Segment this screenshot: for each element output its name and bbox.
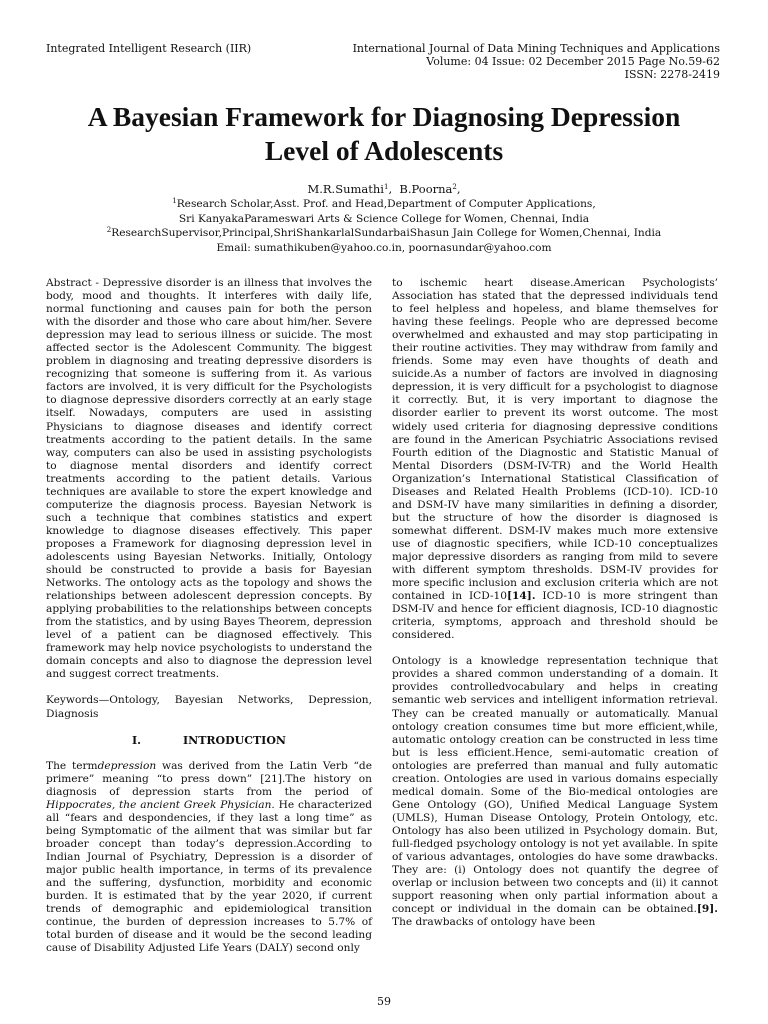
affiliation-2-sup: 2 [106,226,112,234]
email-line: Email: sumathikuben@yahoo.co.in, poornasundar@yahoo.com [216,241,552,254]
author-2-sup: 2 [452,183,457,191]
journal-name: International Journal of Data Mining Techniques and Applications [352,42,720,55]
left-column [46,277,372,955]
citation-9: [9]. [696,903,718,916]
page-number: 59 [377,995,391,1008]
citation-14: [14]. [507,590,536,603]
affiliation-2 [40,226,728,241]
intro-text-1: The term [46,759,98,772]
right-p2-text-2: The drawbacks of ontology have been [392,916,596,929]
title-line-2: Level of Adolescents [264,135,504,166]
right-p1-text-2: ICD-10 is more stringent than DSM-IV and hence for efficient diagnosis, ICD-10 diagnostic criteria, symptoms, approach and threshold should be considered. [392,590,718,642]
affiliation-1 [40,197,728,212]
author-2: B.Poorna [399,182,453,196]
right-paragraph-2 [392,655,718,929]
paper-title [40,100,728,168]
affiliation-1-line-2: Sri KanyakaParameswari Arts & Science College for Women, Chennai, India [178,212,590,225]
affiliation-1-line-1: Research Scholar,Asst. Prof. and Head,Department of Computer Applications, [176,198,596,210]
section-number: I. [132,733,141,747]
right-paragraph-1 [392,277,718,642]
affiliation-2-line: ResearchSupervisor,Principal,ShriShankarlalSundarbaiShasun Jain College for Women,Chennai, India [111,227,662,239]
author-1-sup: 1 [383,183,389,191]
author-separator: , [388,182,400,196]
intro-term-depression: depression [97,759,157,772]
author-1: M.R.Sumathi [307,182,384,196]
right-p1-text-1: to ischemic heart disease.American Psychologists’ Association has stated that the depressed individuals tend to feel helpless and hopeless, and blame themselves for having these feelings. People who are depressed become overwhelmed and exhausted and may stop participating in their routine activities. They may withdraw from family and friends. Some may even have thoughts of death and suicide.As a number of factors are involved in diagnosing depression, it is very difficult for a psychologist to diagnose it correctly. But, it is very important to diagnose the disorder earlier to prevent its worst outcome. The most widely used criteria for diagnosing depressive conditions are found in the American Psychiatric Associations revised Fourth edition of the Diagnostic and Statistic Manual of Mental Disorders (DSM-IV-TR) and the World Health Organization’s International Statistical Classification of Diseases and Related Health Problems (ICD-10). ICD-10 and DSM-IV have many similarities in defining a disorder, but the structure of how the disorder is diagnosed is somewhat different. DSM-IV makes much more extensive use of diagnostic specifiers, while ICD-10 conceptualizes major depressive disorders as ranging from mild to severe with different symptom thresholds. DSM-IV provides for more specific inclusion and exclusion criteria which are not contained in ICD-10 [392,277,718,603]
intro-text-3: He characterized all “fears and despondencies, if they last a long time” as being Symptomatic of the ailment that was similar but far broader concept than today’s depression.According to Indian Journal of Psychiatry, Depression is a disorder of major public health importance, in terms of its prevalence and the suffering, dysfunction, morbidity and economic burden. It is estimated that by the year 2020, if current trends of demographic and epidemiological transition continue, the burden of depression increases to 5.7% of total burden of disease and it would be the second leading cause of Disability Adjusted Life Years (DALY) second only [46,798,372,955]
intro-paragraph [46,760,372,956]
abstract: Abstract - Depressive disorder is an illness that involves the body, mood and thoughts. It interferes with daily life, normal functioning and causes pain for both the person with the disorder and those who care about him/her. Severe depression may lead to serious illness or suicide. The most affected sector is the Adolescent Community. The biggest problem in diagnosing and treating depressive disorders is recognizing that someone is suffering from it. As various factors are involved, it is very difficult for the Psychologists to diagnose depressive disorders correctly at an early stage itself. Nowadays, computers are used in assisting Physicians to diagnose diseases and identify correct treatments according to the patient details. In the same way, computers can also be used in assisting psychologists to diagnose mental disorders and identify correct treatments according to the patient details. Various techniques are available to store the expert knowledge and computerize the diagnosis process. Bayesian Network is such a technique that combines statistics and expert knowledge to diagnose diseases effectively. This paper proposes a Framework for diagnosing depression level in adolescents using Bayesian Networks. Initially, Ontology should be constructed to provide a basis for Bayesian Networks. The ontology acts as the topology and shows the relationships between adolescent depression concepts. By applying probabilities to the relationships between concepts from the statistics, and by using Bayes Theorem, depression level of a patient can be diagnosed effectively. This framework may help novice psychologists to understand the domain concepts and also to diagnose the depression level and suggest correct treatments. [46,277,372,681]
section-title: INTRODUCTION [183,733,286,747]
intro-hippocrates: Hippocrates, the ancient Greek Physician. [46,798,275,811]
author-tail: , [456,182,461,196]
affiliation-1-sup: 1 [172,197,177,205]
journal-header-left: Integrated Intelligent Research (IIR) [46,42,252,55]
intro-text-2: was derived from the Latin Verb “de primere” meaning “to press down” [21].The history on diagnosis of depression starts from the period of [46,759,372,798]
section-heading-introduction [46,734,372,747]
journal-header-right [353,42,720,81]
right-column [392,277,718,929]
keywords: Keywords—Ontology, Bayesian Networks, Depression, Diagnosis [46,694,372,720]
author-block [40,181,728,255]
volume-issue: Volume: 04 Issue: 02 December 2015 Page No.59-62 [426,55,720,68]
right-p2-text-1: Ontology is a knowledge representation technique that provides a shared common understanding of a domain. It provides controlledvocabulary and helps in creating semantic web services and intelligent information retrieval. They can be created manually or automatically. Manual ontology creation consumes time but more efficient,while, automatic ontology creation can be constructed in less time but is less efficient.Hence, semi-automatic creation of ontologies are preferred than manual and fully automatic creation. Ontologies are used in various domains especially medical domain. Some of the Bio-medical ontologies are Gene Ontology (GO), Unified Medical Language System (UMLS), Human Disease Ontology, Protein Ontology, etc. Ontology has also been utilized in Psychology domain. But, full-fledged psychology ontology is not yet available. In spite of various advantages, ontologies do have some drawbacks. They are: (i) Ontology does not quantify the degree of overlap or inclusion between two concepts and (ii) it cannot support reasoning when only partial information about a concept or individual in the domain can be obtained. [392,655,718,916]
title-line-1: A Bayesian Framework for Diagnosing Depression [87,101,681,132]
issn: ISSN: 2278-2419 [624,68,720,81]
author-names [40,181,728,197]
